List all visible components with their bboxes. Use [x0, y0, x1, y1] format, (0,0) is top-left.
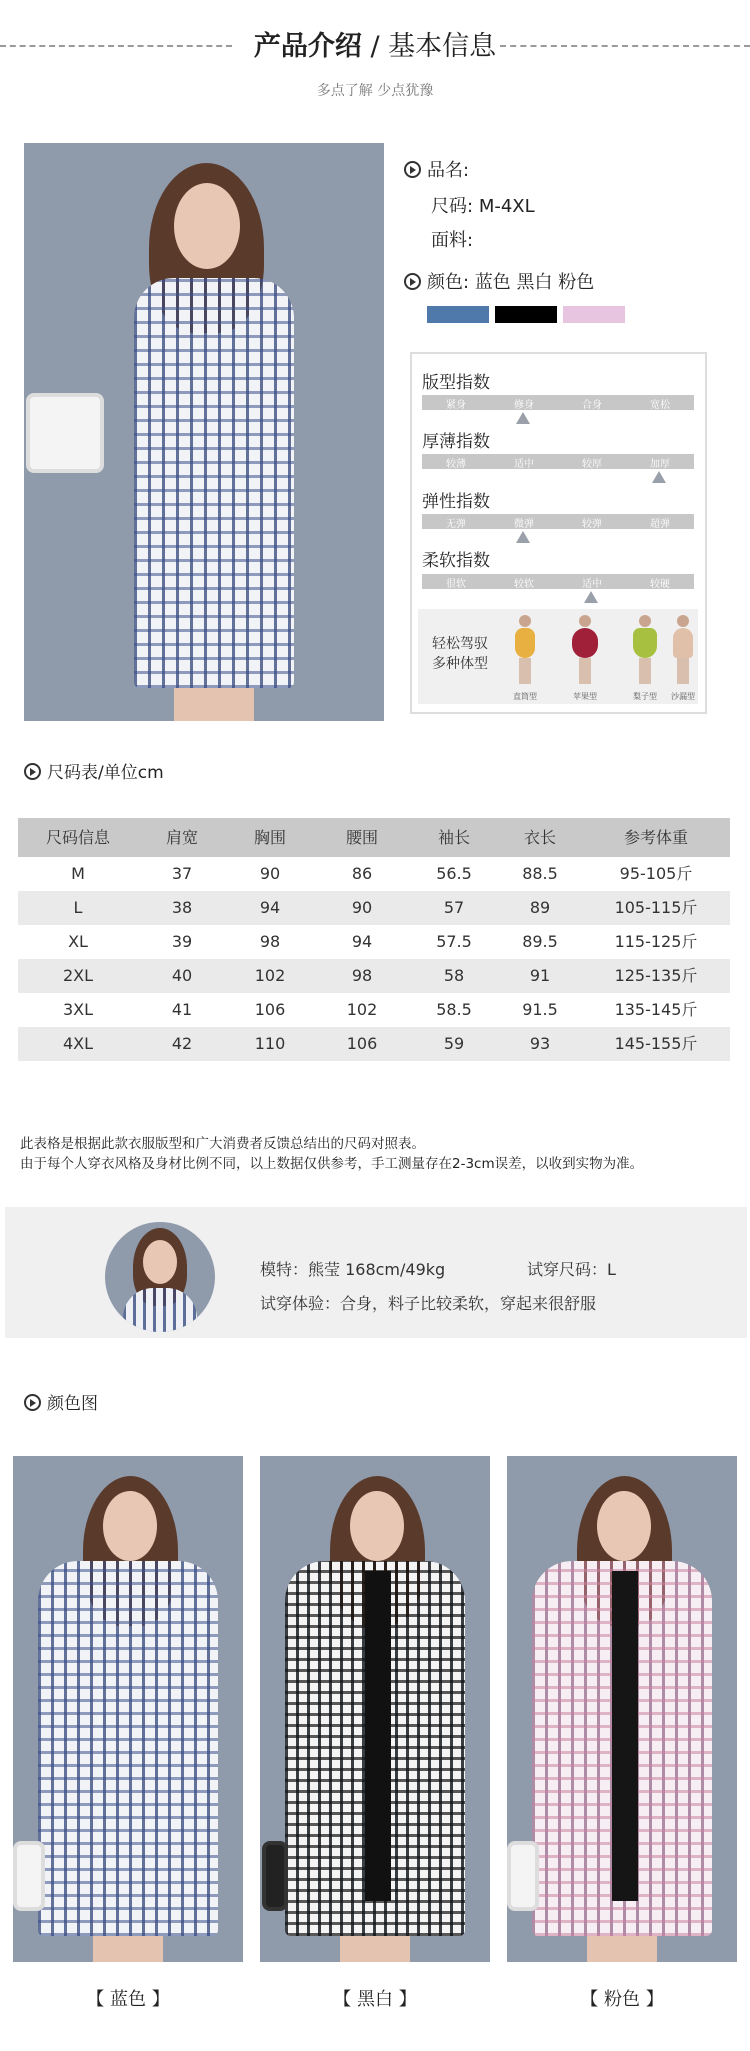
table-header-cell: 肩宽 [165, 828, 198, 847]
model-trial-size: 试穿尺码：L [527, 1260, 616, 1279]
table-cell: 94 [351, 932, 373, 951]
table-cell: 115-125斤 [614, 932, 698, 951]
index-title: 厚薄指数 [422, 432, 490, 452]
table-header-cell: 尺码信息 [45, 828, 110, 847]
index-scale: 较薄 适中 较厚 加厚 [422, 454, 694, 469]
color-swatch-pink [563, 306, 625, 323]
product-fabric-row: 面料: [431, 230, 474, 251]
table-cell: 39 [171, 932, 193, 951]
table-cell: 98 [259, 932, 281, 951]
color-caption-black-white: 【 黑白 】 [333, 1989, 417, 2010]
product-name-row: 品名: [404, 156, 469, 182]
index-pointer [516, 531, 530, 543]
model-avatar [105, 1222, 215, 1332]
table-cell: 106 [254, 1000, 286, 1019]
table-cell: 90 [351, 898, 373, 917]
color-caption-pink: 【 粉色 】 [580, 1989, 664, 2010]
table-header-cell: 胸围 [253, 828, 286, 847]
table-cell: 3XL [62, 1000, 94, 1019]
table-header-cell: 袖长 [437, 828, 470, 847]
table-cell: L [73, 898, 83, 917]
table-cell: 91.5 [522, 1000, 558, 1019]
table-cell: 58.5 [436, 1000, 472, 1019]
index-scale: 紧身 修身 合身 宽松 [422, 395, 694, 410]
main-product-photo [24, 143, 384, 721]
index-scale: 很软 较软 适中 较硬 [422, 574, 694, 589]
section-header [0, 0, 750, 130]
table-cell: 41 [171, 1000, 193, 1019]
table-cell: 57.5 [436, 932, 472, 951]
color-photo-pink [507, 1456, 737, 1962]
garment-index-panel [410, 352, 707, 714]
body-shape-label: 沙漏型 [671, 692, 695, 701]
model-info-panel [5, 1207, 747, 1338]
model-experience: 试穿体验：合身，料子比较柔软，穿起来很舒服 [260, 1294, 597, 1313]
table-cell: 58 [443, 966, 465, 985]
table-cell: 57 [443, 898, 465, 917]
table-row [18, 857, 730, 891]
color-photo-blue [13, 1456, 243, 1962]
body-shape-label: 梨子型 [633, 692, 657, 701]
body-shape-figure [570, 615, 600, 690]
index-title: 柔软指数 [422, 551, 490, 571]
table-cell: 94 [259, 898, 281, 917]
index-pointer [652, 471, 666, 483]
table-cell: M [71, 864, 85, 883]
table-cell: 91 [529, 966, 551, 985]
table-cell: 135-145斤 [614, 1000, 698, 1019]
body-shape-panel [418, 609, 698, 704]
table-header-cell: 腰围 [345, 828, 378, 847]
table-cell: 4XL [62, 1034, 94, 1053]
color-swatch-blue [427, 306, 489, 323]
table-row [18, 891, 730, 925]
table-cell: 125-135斤 [614, 966, 698, 985]
table-row [18, 959, 730, 993]
size-note-1: 此表格是根据此款衣服版型和广大消费者反馈总结出的尺码对照表。 [20, 1136, 425, 1152]
table-cell: 145-155斤 [614, 1034, 698, 1053]
index-pointer [584, 591, 598, 603]
size-table-title: 尺码表/单位cm [24, 758, 164, 783]
table-cell: 89 [529, 898, 551, 917]
index-pointer [516, 412, 530, 424]
table-cell: 89.5 [522, 932, 558, 951]
index-scale: 无弹 微弹 较弹 超弹 [422, 514, 694, 529]
table-cell: 86 [351, 864, 373, 883]
play-circle-icon [404, 273, 421, 290]
table-cell: 102 [346, 1000, 378, 1019]
table-cell: 2XL [62, 966, 94, 985]
index-title: 弹性指数 [422, 492, 490, 512]
model-stats: 模特：熊莹 168cm/49kg [260, 1260, 446, 1279]
table-cell: 90 [259, 864, 281, 883]
color-section-title: 颜色图 [24, 1389, 98, 1414]
table-cell: 95-105斤 [619, 864, 693, 883]
body-shape-label: 苹果型 [573, 692, 597, 701]
size-note-2: 由于每个人穿衣风格及身材比例不同，以上数据仅供参考，手工测量存在2-3cm误差，以收到实物为准。 [20, 1156, 644, 1172]
color-photo-black-white [260, 1456, 490, 1962]
page-title: 产品介绍 / 基本信息 [253, 31, 497, 62]
table-cell: XL [68, 932, 88, 951]
table-cell: 102 [254, 966, 286, 985]
body-shape-label: 直筒型 [513, 692, 537, 701]
product-color-row: 颜色: 蓝色 黑白 粉色 [404, 268, 594, 294]
table-cell: 105-115斤 [614, 898, 698, 917]
table-cell: 88.5 [522, 864, 558, 883]
table-cell: 42 [171, 1034, 193, 1053]
table-header-cell: 参考体重 [623, 828, 688, 847]
table-cell: 110 [254, 1034, 286, 1053]
table-header-cell: 衣长 [523, 828, 556, 847]
body-shape-text: 轻松驾驭 多种体型 [432, 636, 488, 672]
color-swatch-black [495, 306, 557, 323]
body-shape-figure [668, 615, 698, 690]
index-title: 版型指数 [422, 373, 490, 393]
table-cell: 93 [529, 1034, 551, 1053]
body-shape-figure [510, 615, 540, 690]
table-cell: 106 [346, 1034, 378, 1053]
color-caption-blue: 【 蓝色 】 [86, 1989, 170, 2010]
play-circle-icon [24, 763, 41, 780]
table-cell: 56.5 [436, 864, 472, 883]
page-subtitle: 多点了解 少点犹豫 [316, 83, 434, 99]
body-shape-figure [630, 615, 660, 690]
table-row [18, 1027, 730, 1061]
table-header-row [18, 818, 730, 857]
table-cell: 98 [351, 966, 373, 985]
table-cell: 38 [171, 898, 193, 917]
play-circle-icon [24, 1394, 41, 1411]
product-size-row: 尺码: M-4XL [431, 196, 535, 217]
table-cell: 59 [443, 1034, 465, 1053]
play-circle-icon [404, 161, 421, 178]
table-row [18, 925, 730, 959]
table-row [18, 993, 730, 1027]
table-cell: 37 [171, 864, 193, 883]
table-cell: 40 [171, 966, 193, 985]
